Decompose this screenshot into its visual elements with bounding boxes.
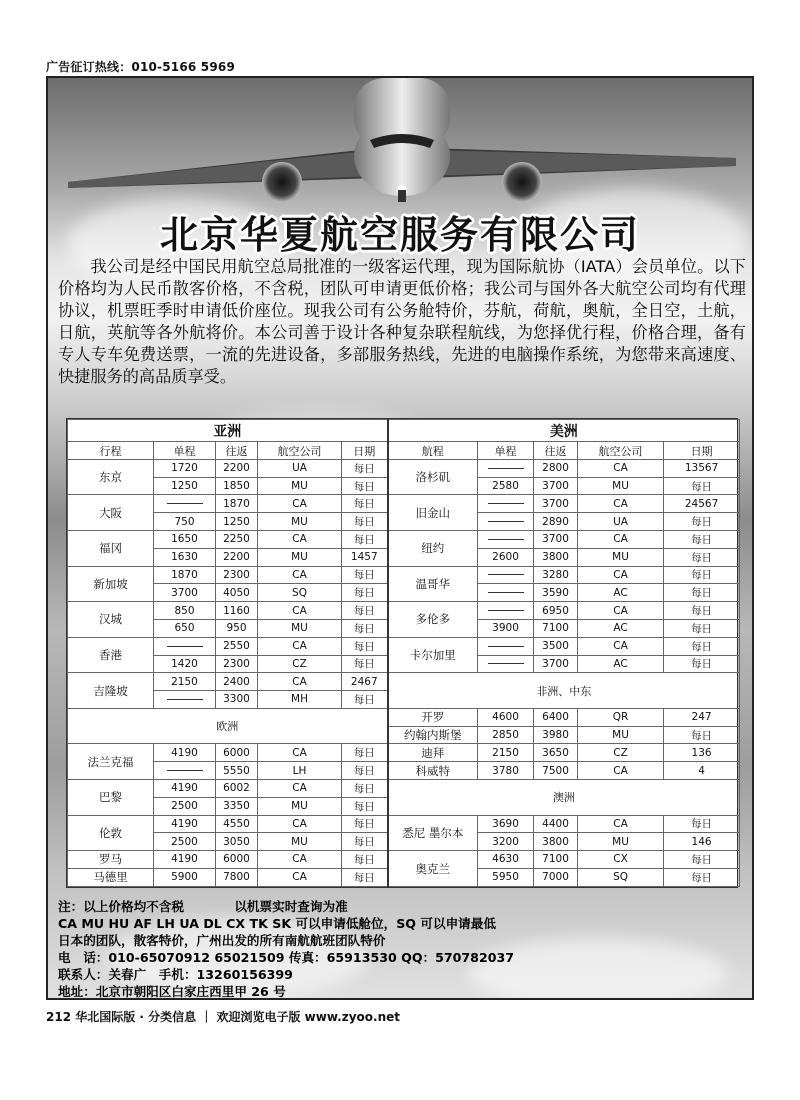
region-header: 欧洲 bbox=[68, 708, 388, 744]
fare-cell: MU bbox=[578, 833, 664, 851]
fare-cell: 每日 bbox=[342, 477, 388, 495]
fare-cell: 2550 bbox=[216, 637, 258, 655]
destination-city: 大阪 bbox=[68, 495, 154, 531]
fare-cell: 850 bbox=[154, 602, 216, 620]
fare-cell bbox=[478, 637, 534, 655]
table-row bbox=[68, 459, 740, 477]
fare-cell: 7000 bbox=[534, 868, 578, 886]
destination-city: 卡尔加里 bbox=[388, 637, 478, 673]
fare-cell: 4550 bbox=[216, 815, 258, 833]
fare-cell: MU bbox=[258, 833, 342, 851]
no-fare-dash bbox=[488, 663, 524, 664]
fare-cell: MH bbox=[258, 691, 342, 709]
fare-cell: 每日 bbox=[342, 833, 388, 851]
fare-cell: CA bbox=[258, 531, 342, 549]
fare-cell bbox=[154, 637, 216, 655]
fare-cell: 3590 bbox=[534, 584, 578, 602]
table-row bbox=[68, 602, 740, 620]
fare-cell: 650 bbox=[154, 619, 216, 637]
fare-cell: 1630 bbox=[154, 548, 216, 566]
fare-cell: 每日 bbox=[342, 513, 388, 531]
notes-and-contact bbox=[58, 898, 748, 1000]
destination-city: 马德里 bbox=[68, 868, 154, 886]
table-row bbox=[68, 495, 740, 513]
region-header: 非洲、中东 bbox=[388, 673, 740, 709]
fare-cell: 2200 bbox=[216, 548, 258, 566]
fare-cell: 4190 bbox=[154, 851, 216, 869]
column-header: 往返 bbox=[216, 442, 258, 460]
destination-city: 奥克兰 bbox=[388, 851, 478, 887]
column-header: 日期 bbox=[342, 442, 388, 460]
destination-city: 悉尼 墨尔本 bbox=[388, 815, 478, 851]
region-header: 美洲 bbox=[388, 420, 740, 442]
fare-cell bbox=[154, 762, 216, 780]
no-fare-dash bbox=[167, 503, 203, 504]
fare-cell: CA bbox=[258, 815, 342, 833]
region-header: 澳洲 bbox=[388, 779, 740, 815]
fare-cell: 5900 bbox=[154, 868, 216, 886]
fare-cell: MU bbox=[258, 797, 342, 815]
fare-cell: 2150 bbox=[154, 673, 216, 691]
fare-cell: 2500 bbox=[154, 833, 216, 851]
fare-cell: 每日 bbox=[664, 584, 740, 602]
fare-cell: CA bbox=[578, 459, 664, 477]
no-fare-dash bbox=[488, 574, 524, 575]
fare-cell: 3050 bbox=[216, 833, 258, 851]
fare-cell: 1457 bbox=[342, 548, 388, 566]
fare-cell: CA bbox=[578, 531, 664, 549]
fare-cell bbox=[478, 655, 534, 673]
fare-cell: 每日 bbox=[664, 815, 740, 833]
fare-cell: CA bbox=[578, 762, 664, 780]
destination-city: 旧金山 bbox=[388, 495, 478, 531]
fare-cell: 6000 bbox=[216, 851, 258, 869]
fare-cell: 6000 bbox=[216, 744, 258, 762]
fare-cell: 3690 bbox=[478, 815, 534, 833]
fare-cell: 3300 bbox=[216, 691, 258, 709]
fare-cell: 3700 bbox=[534, 477, 578, 495]
fare-cell: 每日 bbox=[664, 655, 740, 673]
company-introduction: 我公司是经中国民用航空总局批准的一级客运代理，现为国际航协（IATA）会员单位。以下价格均为人民币散客价格，不含税，团队可申请更低价格；我公司与国外各大航空公司均有代理协议，机票旺季时申请低价座位。现我公司有公务舱特价，芬航，荷航，奥航，全日空，土航，日航，英航等各外航将价。本公司善于设计各种复杂联程航线，为您择优行程，价格合理，备有专人专车免费送票，一流的先进设备，多部服务热线，先进的电脑操作系统，为您带来高速度、快捷服务的高品质享受。 bbox=[58, 257, 746, 386]
table-row bbox=[68, 566, 740, 584]
fare-cell: 5550 bbox=[216, 762, 258, 780]
fare-cell: 1850 bbox=[216, 477, 258, 495]
fare-cell: CZ bbox=[578, 744, 664, 762]
fare-cell bbox=[478, 602, 534, 620]
destination-city: 约翰内斯堡 bbox=[388, 726, 478, 744]
fare-cell: 3700 bbox=[534, 495, 578, 513]
fare-cell: 1870 bbox=[154, 566, 216, 584]
fare-cell: 2850 bbox=[478, 726, 534, 744]
fare-cell: MU bbox=[578, 726, 664, 744]
fare-cell bbox=[154, 495, 216, 513]
column-header: 往返 bbox=[534, 442, 578, 460]
fare-cell: 每日 bbox=[664, 619, 740, 637]
fare-cell: UA bbox=[258, 459, 342, 477]
fare-cell: CA bbox=[258, 566, 342, 584]
fare-cell: CA bbox=[258, 744, 342, 762]
fare-cell: 每日 bbox=[342, 868, 388, 886]
fare-cell: 950 bbox=[216, 619, 258, 637]
fare-cell: 每日 bbox=[664, 868, 740, 886]
fare-cell: 2300 bbox=[216, 566, 258, 584]
airline-advertisement bbox=[46, 76, 754, 1000]
fare-cell: 每日 bbox=[342, 619, 388, 637]
fare-cell: 7100 bbox=[534, 619, 578, 637]
fare-cell: LH bbox=[258, 762, 342, 780]
fare-cell: 每日 bbox=[342, 797, 388, 815]
no-fare-dash bbox=[488, 468, 524, 469]
fare-cell: 6002 bbox=[216, 779, 258, 797]
fare-cell: 4400 bbox=[534, 815, 578, 833]
table-row bbox=[68, 442, 740, 460]
fare-cell: 2250 bbox=[216, 531, 258, 549]
destination-city: 法兰克福 bbox=[68, 744, 154, 780]
column-header: 单程 bbox=[478, 442, 534, 460]
fare-cell: MU bbox=[258, 548, 342, 566]
fare-cell: 24567 bbox=[664, 495, 740, 513]
fare-cell: 每日 bbox=[664, 566, 740, 584]
fare-cell: 3800 bbox=[534, 548, 578, 566]
fare-cell: 2890 bbox=[534, 513, 578, 531]
fare-cell: AC bbox=[578, 584, 664, 602]
fare-cell: 每日 bbox=[664, 637, 740, 655]
fare-table bbox=[66, 418, 738, 888]
fare-cell: 7800 bbox=[216, 868, 258, 886]
fare-cell: 6400 bbox=[534, 708, 578, 726]
fare-cell: UA bbox=[578, 513, 664, 531]
region-header: 亚洲 bbox=[68, 420, 388, 442]
fare-cell: 3200 bbox=[478, 833, 534, 851]
contact-phone: 电 话：010-65070912 65021509 传真：65913530 QQ：570782037 bbox=[58, 950, 515, 965]
fare-cell: 2400 bbox=[216, 673, 258, 691]
fare-cell: 136 bbox=[664, 744, 740, 762]
fare-cell: 每日 bbox=[664, 531, 740, 549]
fare-cell: 3350 bbox=[216, 797, 258, 815]
table-row bbox=[68, 762, 740, 780]
fare-cell: 6950 bbox=[534, 602, 578, 620]
destination-city: 温哥华 bbox=[388, 566, 478, 602]
destination-city: 纽约 bbox=[388, 531, 478, 567]
fare-cell: 2200 bbox=[216, 459, 258, 477]
column-header: 航空公司 bbox=[258, 442, 342, 460]
fare-cell: 每日 bbox=[342, 779, 388, 797]
note-price-tax: 注：以上价格均不含税 以机票实时查询为准 bbox=[58, 899, 348, 914]
fare-cell: CA bbox=[578, 602, 664, 620]
fare-cell: 247 bbox=[664, 708, 740, 726]
fare-cell: AC bbox=[578, 655, 664, 673]
fare-cell: 5950 bbox=[478, 868, 534, 886]
no-fare-dash bbox=[488, 521, 524, 522]
contact-address: 地址：北京市朝阳区白家庄西里甲 26 号 bbox=[58, 984, 286, 999]
destination-city: 多伦多 bbox=[388, 602, 478, 638]
column-header: 航程 bbox=[388, 442, 478, 460]
fare-cell: MU bbox=[258, 513, 342, 531]
fare-cell: 每日 bbox=[342, 584, 388, 602]
fare-cell: 4630 bbox=[478, 851, 534, 869]
destination-city: 福冈 bbox=[68, 531, 154, 567]
fare-cell: SQ bbox=[258, 584, 342, 602]
fare-cell: QR bbox=[578, 708, 664, 726]
no-fare-dash bbox=[488, 646, 524, 647]
fare-cell: 每日 bbox=[342, 744, 388, 762]
table-row bbox=[68, 851, 740, 869]
fare-cell: SQ bbox=[578, 868, 664, 886]
fare-cell: 3280 bbox=[534, 566, 578, 584]
fare-cell: CZ bbox=[258, 655, 342, 673]
fare-cell: 146 bbox=[664, 833, 740, 851]
no-fare-dash bbox=[488, 503, 524, 504]
fare-cell: 1420 bbox=[154, 655, 216, 673]
fare-cell: 4190 bbox=[154, 744, 216, 762]
fare-cell: 4 bbox=[664, 762, 740, 780]
fare-cell: 每日 bbox=[664, 602, 740, 620]
fare-cell: 750 bbox=[154, 513, 216, 531]
note-airlines: CA MU HU AF LH UA DL CX TK SK 可以申请低舱位，SQ 可以申请最低 bbox=[58, 916, 496, 931]
fare-cell: 1650 bbox=[154, 531, 216, 549]
fare-cell: 3800 bbox=[534, 833, 578, 851]
fare-cell: 7100 bbox=[534, 851, 578, 869]
page-footer: 212 华北国际版 · 分类信息 ｜ 欢迎浏览电子版 www.zyoo.net bbox=[46, 1010, 400, 1024]
fare-cell: CA bbox=[578, 495, 664, 513]
fare-cell: 2600 bbox=[478, 548, 534, 566]
fare-cell: 2800 bbox=[534, 459, 578, 477]
column-header: 行程 bbox=[68, 442, 154, 460]
fare-cell: 1160 bbox=[216, 602, 258, 620]
fare-cell: 4050 bbox=[216, 584, 258, 602]
fare-cell: 每日 bbox=[342, 459, 388, 477]
fare-cell bbox=[154, 691, 216, 709]
table-row bbox=[68, 637, 740, 655]
no-fare-dash bbox=[167, 699, 203, 700]
fare-cell bbox=[478, 584, 534, 602]
no-fare-dash bbox=[488, 610, 524, 611]
fare-cell: MU bbox=[258, 477, 342, 495]
fare-cell bbox=[478, 531, 534, 549]
fare-cell: 每日 bbox=[342, 655, 388, 673]
fare-cell: CA bbox=[258, 851, 342, 869]
fare-cell: 1250 bbox=[216, 513, 258, 531]
fare-cell: 3500 bbox=[534, 637, 578, 655]
no-fare-dash bbox=[167, 770, 203, 771]
fare-cell: 每日 bbox=[664, 851, 740, 869]
destination-city: 洛杉矶 bbox=[388, 459, 478, 495]
fare-cell: 每日 bbox=[342, 602, 388, 620]
note-group-fares: 日本的团队，散客特价，广州出发的所有南航航班团队特价 bbox=[58, 933, 386, 948]
fare-cell: CA bbox=[578, 566, 664, 584]
destination-city: 新加坡 bbox=[68, 566, 154, 602]
contact-person: 联系人：关春广 手机：13260156399 bbox=[58, 967, 293, 982]
fare-cell: 每日 bbox=[342, 637, 388, 655]
fare-cell: 每日 bbox=[342, 566, 388, 584]
fare-cell: 3700 bbox=[534, 531, 578, 549]
fare-cell: 1250 bbox=[154, 477, 216, 495]
no-fare-dash bbox=[488, 539, 524, 540]
fare-cell: 3650 bbox=[534, 744, 578, 762]
no-fare-dash bbox=[488, 592, 524, 593]
fare-cell bbox=[478, 459, 534, 477]
fare-cell: 每日 bbox=[664, 726, 740, 744]
destination-city: 开罗 bbox=[388, 708, 478, 726]
fare-cell: 1870 bbox=[216, 495, 258, 513]
fare-cell: 每日 bbox=[342, 851, 388, 869]
fare-cell: CA bbox=[258, 495, 342, 513]
fare-cell: 4190 bbox=[154, 779, 216, 797]
fare-cell: AC bbox=[578, 619, 664, 637]
no-fare-dash bbox=[167, 646, 203, 647]
fare-cell: 13567 bbox=[664, 459, 740, 477]
fare-cell: 每日 bbox=[342, 691, 388, 709]
table-row bbox=[68, 708, 740, 726]
fare-cell: CX bbox=[578, 851, 664, 869]
destination-city: 吉隆坡 bbox=[68, 673, 154, 709]
fare-cell: CA bbox=[258, 779, 342, 797]
fare-cell: MU bbox=[578, 548, 664, 566]
fare-cell: 3700 bbox=[154, 584, 216, 602]
fare-cell: 2150 bbox=[478, 744, 534, 762]
destination-city: 罗马 bbox=[68, 851, 154, 869]
column-header: 单程 bbox=[154, 442, 216, 460]
fare-cell: 1720 bbox=[154, 459, 216, 477]
fare-cell: 每日 bbox=[664, 548, 740, 566]
fare-cell: CA bbox=[578, 815, 664, 833]
table-row bbox=[68, 779, 740, 797]
destination-city: 汉城 bbox=[68, 602, 154, 638]
destination-city: 香港 bbox=[68, 637, 154, 673]
fare-cell: 每日 bbox=[342, 762, 388, 780]
fare-cell: 3900 bbox=[478, 619, 534, 637]
fare-cell bbox=[478, 495, 534, 513]
fare-cell bbox=[478, 566, 534, 584]
fare-cell: CA bbox=[578, 637, 664, 655]
column-header: 日期 bbox=[664, 442, 740, 460]
fare-cell: 3700 bbox=[534, 655, 578, 673]
fare-cell: MU bbox=[258, 619, 342, 637]
company-title: 北京华夏航空服务有限公司 bbox=[159, 213, 640, 257]
table-row bbox=[68, 815, 740, 833]
fare-cell: CA bbox=[258, 868, 342, 886]
fare-cell bbox=[478, 513, 534, 531]
fare-cell: 2467 bbox=[342, 673, 388, 691]
fare-cell: 7500 bbox=[534, 762, 578, 780]
fare-cell: 每日 bbox=[664, 477, 740, 495]
fare-cell: MU bbox=[578, 477, 664, 495]
fare-cell: CA bbox=[258, 602, 342, 620]
fare-cell: 4600 bbox=[478, 708, 534, 726]
fare-cell: 2300 bbox=[216, 655, 258, 673]
destination-city: 科威特 bbox=[388, 762, 478, 780]
fare-cell: CA bbox=[258, 673, 342, 691]
destination-city: 巴黎 bbox=[68, 779, 154, 815]
ad-hotline: 广告征订热线：010-5166 5969 bbox=[46, 60, 236, 74]
table-row bbox=[68, 673, 740, 691]
fare-cell: 3780 bbox=[478, 762, 534, 780]
fare-cell: 2500 bbox=[154, 797, 216, 815]
fare-cell: 每日 bbox=[664, 513, 740, 531]
table-row bbox=[68, 420, 740, 442]
column-header: 航空公司 bbox=[578, 442, 664, 460]
fare-cell: 3980 bbox=[534, 726, 578, 744]
fare-cell: 4190 bbox=[154, 815, 216, 833]
fare-cell: 每日 bbox=[342, 495, 388, 513]
destination-city: 伦敦 bbox=[68, 815, 154, 851]
fare-cell: 2580 bbox=[478, 477, 534, 495]
fare-cell: CA bbox=[258, 637, 342, 655]
fare-cell: 每日 bbox=[342, 815, 388, 833]
table-row bbox=[68, 744, 740, 762]
destination-city: 迪拜 bbox=[388, 744, 478, 762]
table-row bbox=[68, 531, 740, 549]
fare-cell: 每日 bbox=[342, 531, 388, 549]
destination-city: 东京 bbox=[68, 459, 154, 495]
